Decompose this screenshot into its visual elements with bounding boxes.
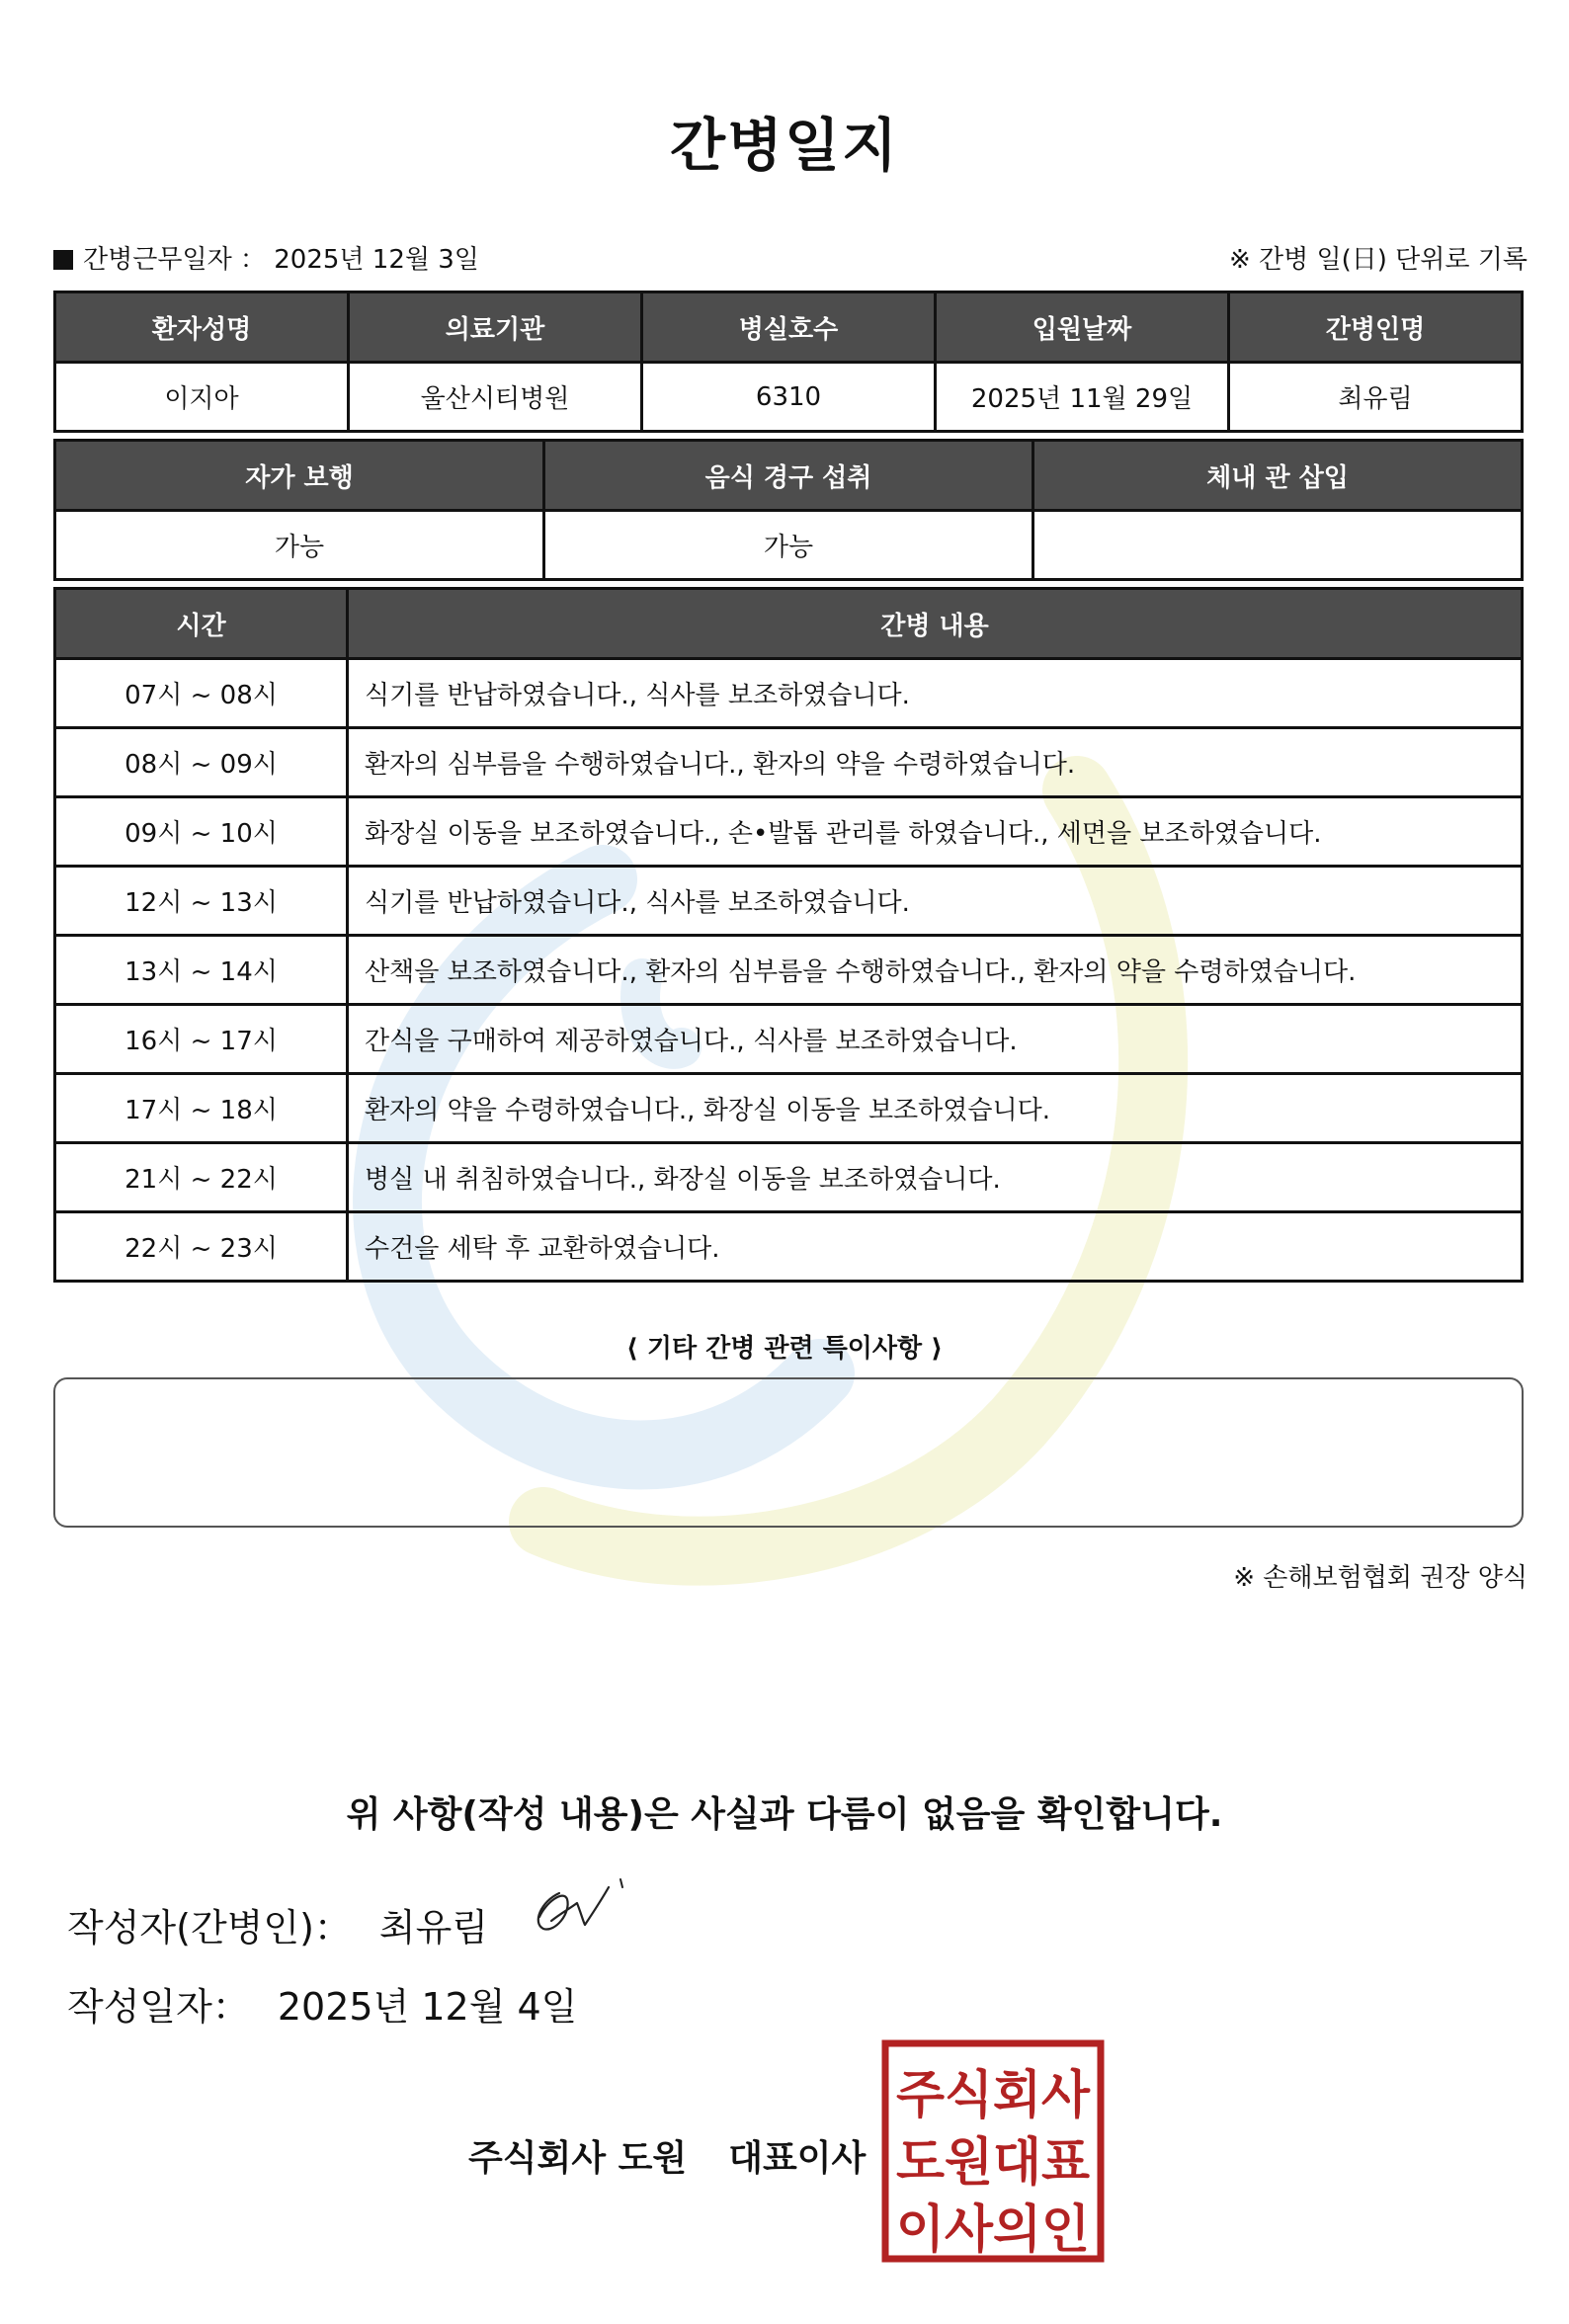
work-date-line bbox=[53, 239, 479, 276]
written-date-label: 작성일자： bbox=[67, 1985, 250, 2029]
log-content: 화장실 이동을 보조하였습니다., 손•발톱 관리를 하였습니다., 세면을 보조하였습니다. bbox=[348, 797, 1523, 867]
company-name: 주식회사 도원 bbox=[468, 2138, 688, 2179]
log-content: 환자의 심부름을 수행하였습니다., 환자의 약을 수령하였습니다. bbox=[348, 728, 1523, 797]
document-title: 간병일지 bbox=[669, 112, 900, 179]
header-admission-date: 입원날짜 bbox=[936, 292, 1229, 363]
log-time: 07시 ~ 08시 bbox=[55, 659, 348, 728]
special-notes-title: ⟨ 기타 간병 관련 특이사항 ⟩ bbox=[625, 1334, 944, 1364]
header-tube-insertion: 체내 관 삽입 bbox=[1033, 441, 1523, 511]
header-patient-name: 환자성명 bbox=[55, 292, 349, 363]
patient-status-table bbox=[53, 439, 1524, 581]
header-walking: 자가 보행 bbox=[55, 441, 544, 511]
log-time: 09시 ~ 10시 bbox=[55, 797, 348, 867]
header-hospital: 의료기관 bbox=[349, 292, 642, 363]
confirmation-statement: 위 사항(작성 내용)은 사실과 다름이 없음을 확인합니다. bbox=[346, 1794, 1223, 1835]
header-time: 시간 bbox=[55, 589, 348, 659]
log-time: 22시 ~ 23시 bbox=[55, 1212, 348, 1282]
table-row bbox=[55, 1074, 1523, 1143]
company-signature-line bbox=[468, 2130, 866, 2181]
special-notes-box bbox=[53, 1377, 1524, 1528]
walking-status: 가능 bbox=[55, 511, 544, 580]
table-row bbox=[55, 1143, 1523, 1212]
header-room-number: 병실호수 bbox=[642, 292, 936, 363]
caregiver-name: 최유림 bbox=[1229, 363, 1523, 432]
svg-text:주식회사: 주식회사 bbox=[896, 2066, 1091, 2125]
patient-info-table bbox=[53, 290, 1524, 433]
writer-name: 최유림 bbox=[378, 1906, 489, 1950]
log-time: 08시 ~ 09시 bbox=[55, 728, 348, 797]
work-date-value: 2025년 12월 3일 bbox=[274, 245, 479, 275]
log-content: 환자의 약을 수령하였습니다., 화장실 이동을 보조하였습니다. bbox=[348, 1074, 1523, 1143]
tube-insertion-status bbox=[1033, 511, 1523, 580]
log-time: 13시 ~ 14시 bbox=[55, 936, 348, 1005]
table-row bbox=[55, 1212, 1523, 1282]
handwritten-signature bbox=[522, 1873, 650, 1943]
log-time: 21시 ~ 22시 bbox=[55, 1143, 348, 1212]
written-date-value: 2025년 12월 4일 bbox=[277, 1985, 578, 2029]
oral-intake-status: 가능 bbox=[544, 511, 1033, 580]
header-oral-intake: 음식 경구 섭취 bbox=[544, 441, 1033, 511]
table-row bbox=[55, 797, 1523, 867]
table-row bbox=[55, 659, 1523, 728]
hospital: 울산시티병원 bbox=[349, 363, 642, 432]
log-content: 수건을 세탁 후 교환하였습니다. bbox=[348, 1212, 1523, 1282]
writer-label: 작성자(간병인)： bbox=[67, 1906, 352, 1950]
log-content: 식기를 반납하였습니다., 식사를 보조하였습니다. bbox=[348, 867, 1523, 936]
square-bullet-icon bbox=[53, 250, 73, 270]
log-content: 산책을 보조하였습니다., 환자의 심부름을 수행하였습니다., 환자의 약을 수령하였습니다. bbox=[348, 936, 1523, 1005]
table-row bbox=[55, 1005, 1523, 1074]
log-time: 12시 ~ 13시 bbox=[55, 867, 348, 936]
svg-text:이사의인: 이사의인 bbox=[896, 2200, 1090, 2260]
daily-record-note: ※ 간병 일(日) 단위로 기록 bbox=[1228, 245, 1528, 275]
work-date-label: 간병근무일자 ： bbox=[83, 245, 266, 275]
table-row bbox=[55, 936, 1523, 1005]
care-log-table bbox=[53, 587, 1524, 1283]
log-content: 간식을 구매하여 제공하였습니다., 식사를 보조하였습니다. bbox=[348, 1005, 1523, 1074]
log-time: 16시 ~ 17시 bbox=[55, 1005, 348, 1074]
log-content: 식기를 반납하였습니다., 식사를 보조하였습니다. bbox=[348, 659, 1523, 728]
written-date-line bbox=[67, 1976, 577, 2031]
room-number: 6310 bbox=[642, 363, 936, 432]
svg-text:도원대표: 도원대표 bbox=[896, 2133, 1090, 2193]
header-care-content: 간병 내용 bbox=[348, 589, 1523, 659]
representative-title: 대표이사 bbox=[728, 2138, 867, 2179]
company-seal-stamp bbox=[879, 2037, 1107, 2265]
log-content: 병실 내 취침하였습니다., 화장실 이동을 보조하였습니다. bbox=[348, 1143, 1523, 1212]
patient-name: 이지아 bbox=[55, 363, 349, 432]
header-caregiver-name: 간병인명 bbox=[1229, 292, 1523, 363]
log-time: 17시 ~ 18시 bbox=[55, 1074, 348, 1143]
table-row bbox=[55, 867, 1523, 936]
association-note: ※ 손해보험협회 권장 양식 bbox=[1233, 1563, 1528, 1593]
table-row bbox=[55, 728, 1523, 797]
admission-date: 2025년 11월 29일 bbox=[936, 363, 1229, 432]
writer-line bbox=[67, 1897, 488, 1951]
